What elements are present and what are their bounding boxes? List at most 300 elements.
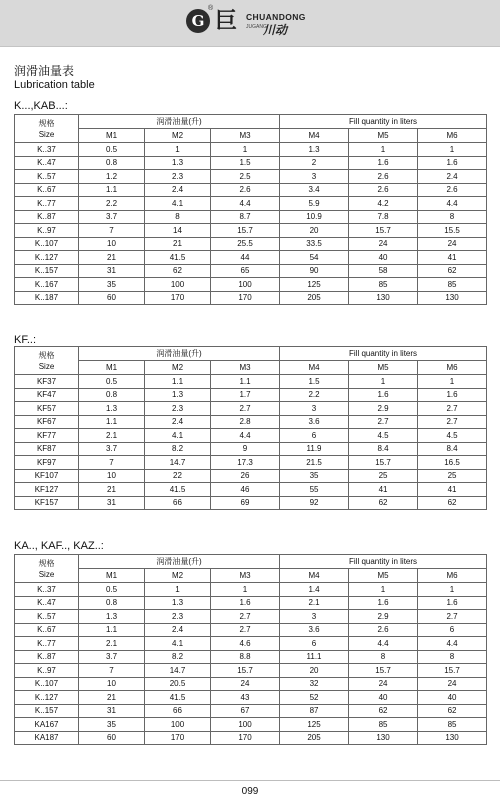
- size-header-cell: [15, 555, 79, 583]
- quantity-cell: 2.7: [418, 415, 487, 429]
- fill-quantity-header-english: Fill quantity in liters: [280, 347, 487, 361]
- mounting-position-header: M4: [280, 129, 349, 143]
- header-bar: [0, 0, 500, 47]
- quantity-cell: 24: [349, 237, 418, 251]
- quantity-cell: 1.5: [211, 156, 280, 170]
- quantity-cell: 2.9: [349, 402, 418, 416]
- quantity-cell: 24: [418, 677, 487, 691]
- quantity-cell: 4.1: [145, 197, 211, 211]
- quantity-cell: 40: [418, 691, 487, 705]
- quantity-cell: 62: [418, 264, 487, 278]
- size-cell: K..57: [15, 170, 79, 184]
- quantity-cell: 62: [418, 496, 487, 510]
- size-cell: KF67: [15, 415, 79, 429]
- table-header-row: [15, 555, 487, 569]
- quantity-cell: 31: [79, 496, 145, 510]
- quantity-cell: 3: [280, 610, 349, 624]
- mounting-position-header: M3: [211, 361, 280, 375]
- quantity-cell: 85: [349, 278, 418, 292]
- table-row: [15, 429, 487, 443]
- mounting-position-header: M1: [79, 569, 145, 583]
- quantity-cell: 15.5: [418, 224, 487, 238]
- page-number: 099: [241, 786, 259, 797]
- quantity-cell: 0.5: [79, 143, 145, 157]
- table-row: [15, 456, 487, 470]
- quantity-cell: 205: [280, 731, 349, 745]
- size-cell: K..157: [15, 704, 79, 718]
- quantity-cell: 1.6: [349, 596, 418, 610]
- quantity-cell: 205: [280, 291, 349, 305]
- mounting-position-header: M2: [145, 129, 211, 143]
- table-row: [15, 143, 487, 157]
- section-label-kf: KF..:: [14, 334, 37, 346]
- quantity-cell: 2.6: [349, 183, 418, 197]
- quantity-cell: 41: [418, 251, 487, 265]
- quantity-cell: 10: [79, 237, 145, 251]
- size-cell: K..97: [15, 664, 79, 678]
- table-row: [15, 596, 487, 610]
- quantity-cell: 35: [280, 469, 349, 483]
- quantity-cell: 8.4: [418, 442, 487, 456]
- logo-chinese-script: 川动: [263, 23, 288, 37]
- quantity-cell: 25.5: [211, 237, 280, 251]
- logo-subtext: JUGANG: [246, 24, 267, 30]
- quantity-cell: 87: [280, 704, 349, 718]
- quantity-cell: 31: [79, 704, 145, 718]
- table-row: [15, 610, 487, 624]
- table-row: [15, 664, 487, 678]
- size-cell: K..167: [15, 278, 79, 292]
- quantity-cell: 2.8: [211, 415, 280, 429]
- quantity-cell: 8.2: [145, 650, 211, 664]
- quantity-cell: 1.1: [211, 375, 280, 389]
- quantity-cell: 52: [280, 691, 349, 705]
- quantity-cell: 2.6: [349, 170, 418, 184]
- quantity-cell: 7: [79, 456, 145, 470]
- size-cell: K..97: [15, 224, 79, 238]
- size-cell: K..47: [15, 156, 79, 170]
- size-cell: KF107: [15, 469, 79, 483]
- quantity-cell: 1.1: [145, 375, 211, 389]
- fill-quantity-header-chinese: 润滑油量(升): [79, 555, 280, 569]
- quantity-cell: 170: [145, 291, 211, 305]
- table-row: [15, 637, 487, 651]
- quantity-cell: 62: [418, 704, 487, 718]
- quantity-cell: 170: [211, 731, 280, 745]
- table-row: [15, 156, 487, 170]
- table-row: [15, 224, 487, 238]
- mounting-position-header: M4: [280, 361, 349, 375]
- quantity-cell: 2.3: [145, 610, 211, 624]
- size-cell: KF77: [15, 429, 79, 443]
- quantity-cell: 8: [349, 650, 418, 664]
- size-header-chinese: 规格: [38, 118, 55, 128]
- size-cell: K..77: [15, 637, 79, 651]
- quantity-cell: 46: [211, 483, 280, 497]
- quantity-cell: 1.1: [79, 183, 145, 197]
- quantity-cell: 35: [79, 718, 145, 732]
- quantity-cell: 25: [418, 469, 487, 483]
- table-row: [15, 197, 487, 211]
- size-cell: KF57: [15, 402, 79, 416]
- quantity-cell: 9: [211, 442, 280, 456]
- quantity-cell: 2.7: [349, 415, 418, 429]
- quantity-cell: 170: [145, 731, 211, 745]
- size-cell: KF157: [15, 496, 79, 510]
- mounting-position-header: M5: [349, 129, 418, 143]
- table-row: [15, 170, 487, 184]
- quantity-cell: 14: [145, 224, 211, 238]
- quantity-cell: 92: [280, 496, 349, 510]
- quantity-cell: 8: [418, 210, 487, 224]
- lubrication-table-kf: [14, 346, 487, 510]
- size-cell: K..87: [15, 210, 79, 224]
- quantity-cell: 85: [418, 278, 487, 292]
- quantity-cell: 41.5: [145, 251, 211, 265]
- section-label-k-kab: K...,KAB...:: [14, 100, 68, 112]
- quantity-cell: 1: [418, 143, 487, 157]
- quantity-cell: 100: [145, 718, 211, 732]
- size-cell: KF87: [15, 442, 79, 456]
- table-row: [15, 650, 487, 664]
- quantity-cell: 2.7: [211, 623, 280, 637]
- quantity-cell: 5.9: [280, 197, 349, 211]
- quantity-cell: 1: [211, 583, 280, 597]
- quantity-cell: 55: [280, 483, 349, 497]
- size-cell: K..157: [15, 264, 79, 278]
- quantity-cell: 15.7: [211, 664, 280, 678]
- table-row: [15, 415, 487, 429]
- quantity-cell: 0.8: [79, 156, 145, 170]
- quantity-cell: 1.3: [145, 388, 211, 402]
- mounting-position-header: M4: [280, 569, 349, 583]
- table-row: [15, 583, 487, 597]
- quantity-cell: 2.2: [280, 388, 349, 402]
- section-label-ka-kaf-kaz: KA.., KAF.., KAZ..:: [14, 540, 104, 552]
- fill-quantity-header-chinese: 润滑油量(升): [79, 347, 280, 361]
- quantity-cell: 0.5: [79, 375, 145, 389]
- quantity-cell: 62: [349, 496, 418, 510]
- quantity-cell: 3: [280, 402, 349, 416]
- table-row: [15, 483, 487, 497]
- quantity-cell: 15.7: [418, 664, 487, 678]
- quantity-cell: 4.2: [349, 197, 418, 211]
- size-cell: K..107: [15, 237, 79, 251]
- table-row: [15, 469, 487, 483]
- quantity-cell: 8.8: [211, 650, 280, 664]
- quantity-cell: 1: [418, 583, 487, 597]
- quantity-cell: 40: [349, 251, 418, 265]
- quantity-cell: 2.7: [211, 610, 280, 624]
- size-cell: KF47: [15, 388, 79, 402]
- quantity-cell: 17.3: [211, 456, 280, 470]
- fill-quantity-header-english: Fill quantity in liters: [280, 555, 487, 569]
- mounting-position-header: M2: [145, 361, 211, 375]
- quantity-cell: 60: [79, 291, 145, 305]
- quantity-cell: 3.6: [280, 415, 349, 429]
- lubrication-table-k: [14, 114, 487, 305]
- size-cell: KF127: [15, 483, 79, 497]
- quantity-cell: 3.7: [79, 650, 145, 664]
- quantity-cell: 62: [349, 704, 418, 718]
- quantity-cell: 1.4: [280, 583, 349, 597]
- quantity-cell: 2.1: [79, 429, 145, 443]
- quantity-cell: 6: [280, 429, 349, 443]
- size-cell: K..107: [15, 677, 79, 691]
- quantity-cell: 4.5: [418, 429, 487, 443]
- quantity-cell: 6: [280, 637, 349, 651]
- size-cell: KF37: [15, 375, 79, 389]
- quantity-cell: 2.2: [79, 197, 145, 211]
- quantity-cell: 11.9: [280, 442, 349, 456]
- quantity-cell: 1: [145, 583, 211, 597]
- quantity-cell: 1.6: [349, 156, 418, 170]
- quantity-cell: 65: [211, 264, 280, 278]
- quantity-cell: 170: [211, 291, 280, 305]
- size-cell: K..67: [15, 183, 79, 197]
- table-row: [15, 623, 487, 637]
- table-row: [15, 718, 487, 732]
- quantity-cell: 58: [349, 264, 418, 278]
- quantity-cell: 62: [145, 264, 211, 278]
- quantity-cell: 8: [418, 650, 487, 664]
- table-row: [15, 388, 487, 402]
- quantity-cell: 85: [349, 718, 418, 732]
- quantity-cell: 40: [349, 691, 418, 705]
- table-row: [15, 496, 487, 510]
- table-row: [15, 183, 487, 197]
- quantity-cell: 4.5: [349, 429, 418, 443]
- brand-logo: [186, 5, 326, 38]
- table-row: [15, 691, 487, 705]
- quantity-cell: 15.7: [349, 456, 418, 470]
- quantity-cell: 24: [349, 677, 418, 691]
- quantity-cell: 1.3: [145, 156, 211, 170]
- quantity-cell: 2.7: [418, 610, 487, 624]
- quantity-cell: 130: [418, 731, 487, 745]
- quantity-cell: 1.2: [79, 170, 145, 184]
- table-row: [15, 291, 487, 305]
- quantity-cell: 8.4: [349, 442, 418, 456]
- size-cell: K..127: [15, 251, 79, 265]
- quantity-cell: 1: [349, 143, 418, 157]
- quantity-cell: 33.5: [280, 237, 349, 251]
- quantity-cell: 31: [79, 264, 145, 278]
- size-cell: K..67: [15, 623, 79, 637]
- quantity-cell: 20.5: [145, 677, 211, 691]
- quantity-cell: 20: [280, 224, 349, 238]
- quantity-cell: 4.6: [211, 637, 280, 651]
- quantity-cell: 1.6: [349, 388, 418, 402]
- size-header-chinese: 规格: [38, 558, 55, 568]
- quantity-cell: 14.7: [145, 664, 211, 678]
- quantity-cell: 4.4: [418, 637, 487, 651]
- mounting-position-header-row: [15, 569, 487, 583]
- quantity-cell: 3: [280, 170, 349, 184]
- quantity-cell: 7.8: [349, 210, 418, 224]
- fill-quantity-header-english: Fill quantity in liters: [280, 115, 487, 129]
- quantity-cell: 0.5: [79, 583, 145, 597]
- quantity-cell: 100: [211, 718, 280, 732]
- quantity-cell: 41: [418, 483, 487, 497]
- quantity-cell: 1.1: [79, 415, 145, 429]
- quantity-cell: 130: [349, 731, 418, 745]
- quantity-cell: 4.1: [145, 429, 211, 443]
- quantity-cell: 21: [79, 251, 145, 265]
- logo-chinese-text: 巨: [215, 8, 238, 33]
- quantity-cell: 1.3: [145, 596, 211, 610]
- mounting-position-header: M5: [349, 569, 418, 583]
- table-row: [15, 375, 487, 389]
- quantity-cell: 130: [349, 291, 418, 305]
- size-cell: KA187: [15, 731, 79, 745]
- quantity-cell: 22: [145, 469, 211, 483]
- logo-mark-icon: G: [186, 9, 210, 33]
- quantity-cell: 25: [349, 469, 418, 483]
- quantity-cell: 54: [280, 251, 349, 265]
- quantity-cell: 2.3: [145, 170, 211, 184]
- quantity-cell: 15.7: [211, 224, 280, 238]
- quantity-cell: 14.7: [145, 456, 211, 470]
- size-header-cell: [15, 347, 79, 375]
- quantity-cell: 7: [79, 664, 145, 678]
- quantity-cell: 2.4: [145, 183, 211, 197]
- mounting-position-header: M6: [418, 129, 487, 143]
- quantity-cell: 3.6: [280, 623, 349, 637]
- fill-quantity-header-chinese: 润滑油量(升): [79, 115, 280, 129]
- quantity-cell: 1.3: [280, 143, 349, 157]
- quantity-cell: 24: [211, 677, 280, 691]
- table-row: [15, 210, 487, 224]
- table-row: [15, 251, 487, 265]
- quantity-cell: 21: [145, 237, 211, 251]
- quantity-cell: 66: [145, 704, 211, 718]
- quantity-cell: 11.1: [280, 650, 349, 664]
- quantity-cell: 24: [418, 237, 487, 251]
- size-header-chinese: 规格: [38, 350, 55, 360]
- quantity-cell: 10: [79, 677, 145, 691]
- quantity-cell: 1: [418, 375, 487, 389]
- quantity-cell: 43: [211, 691, 280, 705]
- footer-divider: [0, 780, 500, 781]
- quantity-cell: 2.3: [145, 402, 211, 416]
- table-row: [15, 278, 487, 292]
- quantity-cell: 2.9: [349, 610, 418, 624]
- quantity-cell: 4.4: [418, 197, 487, 211]
- table-row: [15, 264, 487, 278]
- quantity-cell: 1.6: [418, 388, 487, 402]
- quantity-cell: 1.1: [79, 623, 145, 637]
- mounting-position-header-row: [15, 361, 487, 375]
- size-cell: K..57: [15, 610, 79, 624]
- size-cell: KF97: [15, 456, 79, 470]
- size-header-english: Size: [38, 569, 55, 579]
- quantity-cell: 60: [79, 731, 145, 745]
- quantity-cell: 3.7: [79, 210, 145, 224]
- quantity-cell: 8.7: [211, 210, 280, 224]
- quantity-cell: 7: [79, 224, 145, 238]
- quantity-cell: 1.6: [418, 596, 487, 610]
- size-header-cell: [15, 115, 79, 143]
- quantity-cell: 2.1: [280, 596, 349, 610]
- quantity-cell: 2.5: [211, 170, 280, 184]
- logo-english-text: CHUANDONG: [246, 12, 306, 22]
- quantity-cell: 21: [79, 691, 145, 705]
- table-row: [15, 677, 487, 691]
- mounting-position-header: M3: [211, 569, 280, 583]
- quantity-cell: 3.7: [79, 442, 145, 456]
- table-row: [15, 402, 487, 416]
- mounting-position-header: M1: [79, 129, 145, 143]
- quantity-cell: 2.6: [418, 183, 487, 197]
- quantity-cell: 2.7: [211, 402, 280, 416]
- quantity-cell: 1: [145, 143, 211, 157]
- mounting-position-header: M1: [79, 361, 145, 375]
- mounting-position-header: M3: [211, 129, 280, 143]
- quantity-cell: 67: [211, 704, 280, 718]
- quantity-cell: 1.6: [211, 596, 280, 610]
- size-cell: K..187: [15, 291, 79, 305]
- page-title-english: Lubrication table: [14, 79, 95, 91]
- size-cell: K..127: [15, 691, 79, 705]
- quantity-cell: 1: [349, 375, 418, 389]
- quantity-cell: 16.5: [418, 456, 487, 470]
- quantity-cell: 125: [280, 718, 349, 732]
- mounting-position-header: M5: [349, 361, 418, 375]
- size-header-english: Size: [38, 361, 55, 371]
- size-cell: K..77: [15, 197, 79, 211]
- quantity-cell: 41.5: [145, 691, 211, 705]
- quantity-cell: 6: [418, 623, 487, 637]
- quantity-cell: 85: [418, 718, 487, 732]
- page-title-chinese: 润滑油量表: [14, 64, 75, 78]
- quantity-cell: 20: [280, 664, 349, 678]
- quantity-cell: 10.9: [280, 210, 349, 224]
- quantity-cell: 1: [211, 143, 280, 157]
- mounting-position-header: M6: [418, 569, 487, 583]
- table-header-row: [15, 347, 487, 361]
- quantity-cell: 4.4: [211, 197, 280, 211]
- quantity-cell: 2.6: [211, 183, 280, 197]
- quantity-cell: 2.6: [349, 623, 418, 637]
- quantity-cell: 1.5: [280, 375, 349, 389]
- quantity-cell: 1.3: [79, 610, 145, 624]
- quantity-cell: 8.2: [145, 442, 211, 456]
- mounting-position-header: M6: [418, 361, 487, 375]
- mounting-position-header-row: [15, 129, 487, 143]
- quantity-cell: 100: [211, 278, 280, 292]
- quantity-cell: 41.5: [145, 483, 211, 497]
- size-header-english: Size: [38, 129, 55, 139]
- quantity-cell: 0.8: [79, 388, 145, 402]
- lubrication-table-ka: [14, 554, 487, 745]
- quantity-cell: 125: [280, 278, 349, 292]
- quantity-cell: 15.7: [349, 224, 418, 238]
- size-cell: K..37: [15, 583, 79, 597]
- registered-mark: ®: [208, 5, 214, 12]
- mounting-position-header: M2: [145, 569, 211, 583]
- quantity-cell: 35: [79, 278, 145, 292]
- quantity-cell: 21: [79, 483, 145, 497]
- quantity-cell: 66: [145, 496, 211, 510]
- quantity-cell: 1: [349, 583, 418, 597]
- quantity-cell: 32: [280, 677, 349, 691]
- quantity-cell: 1.6: [418, 156, 487, 170]
- table-header-row: [15, 115, 487, 129]
- quantity-cell: 1.7: [211, 388, 280, 402]
- quantity-cell: 2.4: [145, 623, 211, 637]
- table-row: [15, 704, 487, 718]
